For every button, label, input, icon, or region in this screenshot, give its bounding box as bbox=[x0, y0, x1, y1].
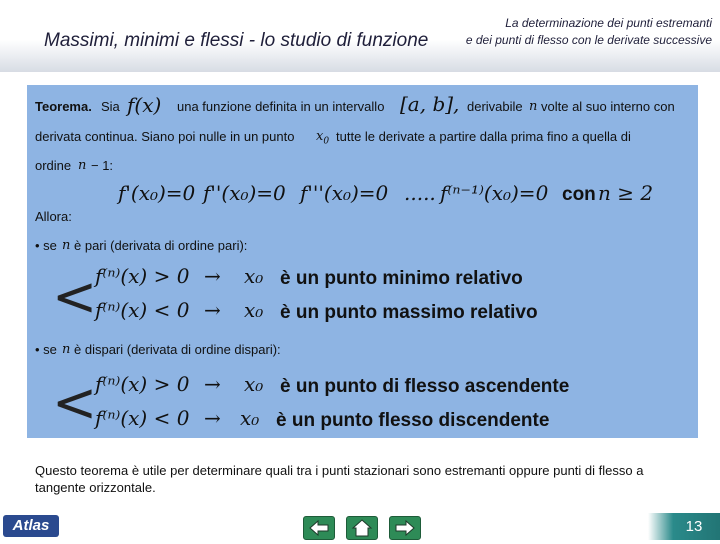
even-row2-arrow: → bbox=[204, 298, 221, 322]
case-odd-bullet: • se bbox=[35, 342, 57, 357]
odd-row1-lhs: f⁽ⁿ⁾(x) > 0 bbox=[95, 372, 190, 396]
theorem-note: Questo teorema è utile per determinare quali tra i punti stazionari sono estremanti oppure punti di flesso a tangente orizzontale. bbox=[35, 463, 644, 495]
function-fx: f(x) bbox=[127, 93, 162, 117]
theorem-x0: $x_0$ bbox=[316, 129, 330, 147]
slide-title: Massimi, minimi e flessi - lo studio di funzione bbox=[44, 30, 429, 51]
nav-next-button[interactable] bbox=[389, 516, 421, 540]
theorem-line3-n: n bbox=[78, 158, 87, 173]
theorem-text1: una funzione definita in un intervallo bbox=[177, 99, 385, 114]
odd-row2-arrow: → bbox=[204, 406, 221, 430]
equation-first-derivative: f'(x₀)=0 bbox=[118, 181, 196, 205]
odd-row2-rhs: è un punto flesso discendente bbox=[276, 410, 550, 431]
equation-third-derivative: f'''(x₀)=0 bbox=[300, 181, 389, 205]
theorem-n1: n bbox=[529, 99, 538, 114]
brace-even-icon: < bbox=[52, 265, 98, 328]
even-row1-arrow: → bbox=[204, 264, 221, 288]
theorem-line2-b: tutte le derivate a partire dalla prima fino a quella di bbox=[336, 129, 631, 144]
slide-subtitle-line1: La determinazione dei punti estremanti bbox=[505, 16, 712, 30]
even-row2-x0: x₀ bbox=[244, 298, 264, 322]
even-row2-lhs: f⁽ⁿ⁾(x) < 0 bbox=[95, 298, 190, 322]
case-even-bullet: • se bbox=[35, 238, 57, 253]
odd-row2-lhs: f⁽ⁿ⁾(x) < 0 bbox=[95, 406, 190, 430]
equation-condition: n ≥ 2 bbox=[598, 181, 654, 205]
equation-nminus1-derivative: f⁽ⁿ⁻¹⁾(x₀)=0 bbox=[440, 181, 549, 205]
case-odd-text: è dispari (derivata di ordine dispari): bbox=[74, 342, 281, 357]
odd-row1-rhs: è un punto di flesso ascendente bbox=[280, 376, 570, 397]
theorem-text2: derivabile bbox=[467, 99, 523, 114]
nav-prev-button[interactable] bbox=[303, 516, 335, 540]
page-number-badge bbox=[648, 513, 720, 540]
arrow-right-icon bbox=[390, 517, 420, 539]
odd-row1-x0: x₀ bbox=[244, 372, 264, 396]
even-row1-rhs: è un punto minimo relativo bbox=[280, 268, 523, 289]
slide-subtitle-line2: e dei punti di flesso con le derivate successive bbox=[465, 33, 712, 47]
theorem-label: Teorema. bbox=[35, 99, 92, 114]
theorem-line2-a: derivata continua. Siano poi nulle in un punto bbox=[35, 129, 295, 144]
equation-dots: ..... bbox=[404, 181, 436, 205]
arrow-left-icon bbox=[304, 517, 334, 539]
theorem-line3-a: ordine bbox=[35, 158, 72, 173]
nav-home-button[interactable] bbox=[346, 516, 378, 540]
allora-label: Allora: bbox=[35, 209, 72, 224]
even-row2-rhs: è un punto massimo relativo bbox=[280, 302, 538, 323]
interval-ab: [a, b], bbox=[400, 92, 460, 116]
theorem-sia: Sia bbox=[101, 99, 120, 114]
theorem-text3: volte al suo interno con bbox=[541, 99, 675, 114]
equation-con: con bbox=[562, 184, 596, 205]
odd-row1-arrow: → bbox=[204, 372, 221, 396]
case-even-n: n bbox=[62, 238, 71, 253]
case-even-text: è pari (derivata di ordine pari): bbox=[74, 238, 248, 253]
slide-header bbox=[0, 0, 720, 72]
theorem-line3-b: − 1: bbox=[91, 158, 114, 173]
case-odd-n: n bbox=[62, 342, 71, 357]
atlas-logo: Atlas bbox=[3, 515, 59, 537]
page-number: 13 bbox=[685, 518, 703, 535]
even-row1-lhs: f⁽ⁿ⁾(x) > 0 bbox=[95, 264, 190, 288]
home-icon bbox=[347, 517, 377, 539]
odd-row2-x0: x₀ bbox=[240, 406, 260, 430]
equation-second-derivative: f''(x₀)=0 bbox=[203, 181, 286, 205]
brace-odd-icon: < bbox=[52, 371, 98, 434]
even-row1-x0: x₀ bbox=[244, 264, 264, 288]
